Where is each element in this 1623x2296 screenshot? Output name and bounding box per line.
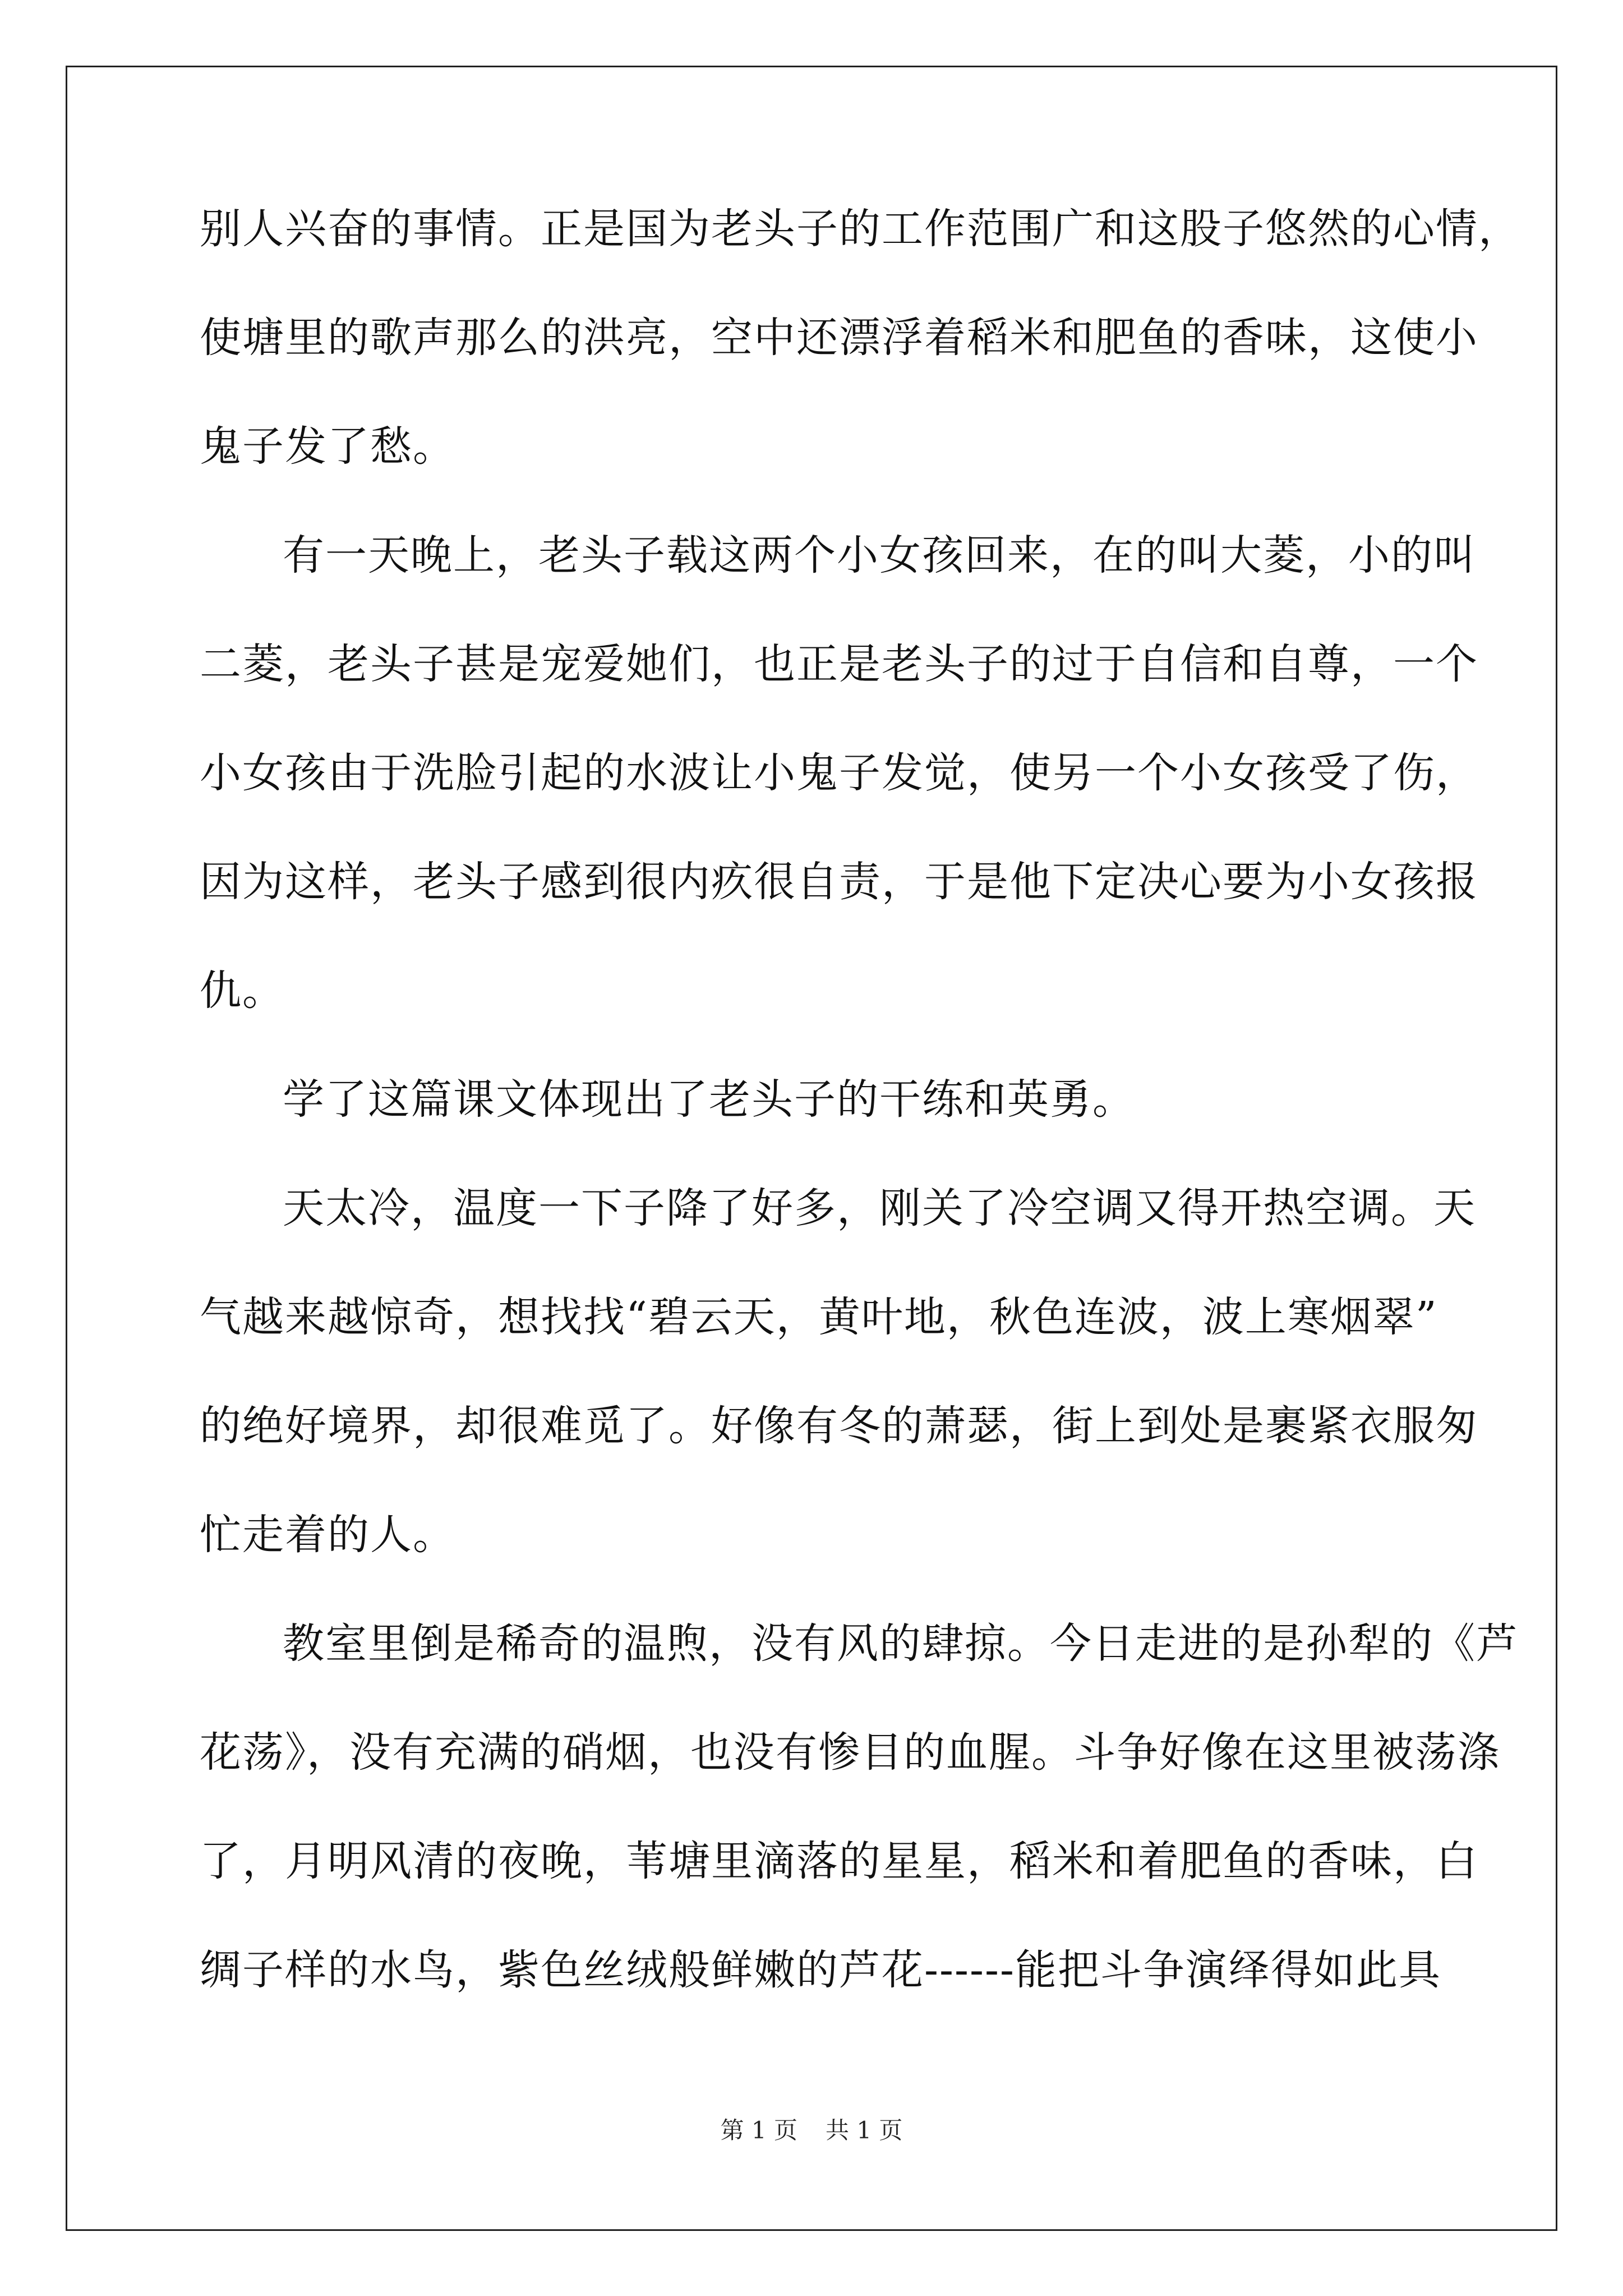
text-line-14: 教室里倒是稀奇的温煦，没有风的肆掠。今日走进的是孙犁的《芦: [283, 1619, 1519, 1668]
text-line-17: 绸子样的水鸟，紫色丝绒般鲜嫩的芦花------能把斗争演绎得如此具: [200, 1946, 1442, 1994]
text-line-7: 因为这样，老头子感到很内疚很自责，于是他下定决心要为小女孩报: [200, 858, 1478, 906]
text-line-2: 使塘里的歌声那么的洪亮，空中还漂浮着稻米和肥鱼的香味，这使小: [200, 314, 1478, 362]
text-line-12: 的绝好境界，却很难觅了。好像有冬的萧瑟，街上到处是裹紧衣服匆: [200, 1402, 1478, 1450]
text-line-1: 别人兴奋的事情。正是国为老头子的工作范围广和这股子悠然的心情，: [200, 205, 1521, 253]
text-line-11: 气越来越惊奇，想找找“碧云天，黄叶地，秋色连波，波上寒烟翠”: [200, 1293, 1438, 1341]
page-footer: [0, 2115, 1623, 2146]
document-body: [200, 202, 1521, 2052]
page-total: 共 1 页: [826, 2116, 903, 2144]
text-line-8: 仇。: [200, 967, 285, 1015]
text-line-4: 有一天晚上，老头子载这两个小女孩回来，在的叫大菱，小的叫: [283, 531, 1476, 579]
text-line-3: 鬼子发了愁。: [200, 422, 455, 471]
text-line-10: 天太冷，温度一下子降了好多，刚关了冷空调又得开热空调。天: [283, 1184, 1476, 1232]
page-number: 第 1 页: [720, 2116, 797, 2144]
text-line-9: 学了这篇课文体现出了老头子的干练和英勇。: [283, 1075, 1135, 1124]
text-line-5: 二菱，老头子甚是宠爱她们，也正是老头子的过于自信和自尊，一个: [200, 640, 1478, 688]
text-line-16: 了，月明风清的夜晚，苇塘里滴落的星星，稻米和着肥鱼的香味，白: [200, 1837, 1478, 1885]
text-line-6: 小女孩由于洗脸引起的水波让小鬼子发觉，使另一个小女孩受了伤，: [200, 749, 1478, 797]
text-line-13: 忙走着的人。: [200, 1511, 455, 1559]
text-line-15: 花荡》，没有充满的硝烟，也没有惨目的血腥。斗争好像在这里被荡涤: [200, 1728, 1500, 1777]
